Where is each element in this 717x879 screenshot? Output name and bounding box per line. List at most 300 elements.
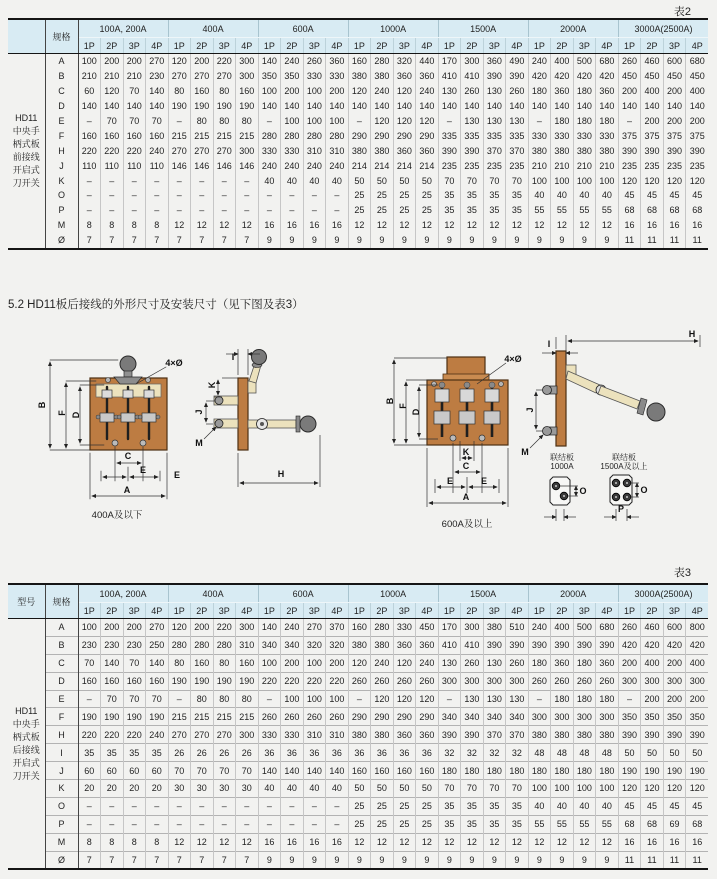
value-cell: 270: [146, 619, 169, 637]
value-cell: –: [168, 114, 191, 129]
value-cell: 340: [461, 708, 484, 726]
value-cell: 140: [281, 99, 304, 114]
value-cell: 45: [618, 797, 641, 815]
dim-label-o: O: [640, 485, 648, 495]
value-cell: 50: [371, 173, 394, 188]
value-cell: 70: [101, 114, 124, 129]
value-cell: 12: [438, 218, 461, 233]
pole-header: 1P: [258, 38, 281, 54]
plate2-title: [600, 453, 647, 471]
value-cell: 390: [573, 636, 596, 654]
value-cell: 360: [393, 636, 416, 654]
value-cell: –: [303, 203, 326, 218]
value-cell: 80: [168, 654, 191, 672]
value-cell: 40: [528, 797, 551, 815]
value-cell: 215: [191, 128, 214, 143]
value-cell: 235: [438, 158, 461, 173]
value-cell: –: [528, 114, 551, 129]
pole-header: 1P: [168, 38, 191, 54]
value-cell: 26: [213, 744, 236, 762]
dim-label-k: K: [462, 447, 470, 457]
value-cell: 180: [573, 84, 596, 99]
pole-header: 1P: [438, 38, 461, 54]
value-cell: 120: [641, 173, 664, 188]
value-cell: 310: [236, 636, 259, 654]
value-cell: 16: [686, 833, 709, 851]
spec-column-header: 规格: [45, 584, 78, 619]
value-cell: 420: [551, 69, 574, 84]
value-cell: 215: [236, 708, 259, 726]
value-cell: 12: [596, 833, 619, 851]
value-cell: 25: [348, 203, 371, 218]
spec-cell: A: [45, 54, 78, 69]
value-cell: 280: [168, 636, 191, 654]
value-cell: 100: [281, 690, 304, 708]
spec-cell: M: [45, 218, 78, 233]
value-cell: 330: [528, 128, 551, 143]
table-row: [8, 780, 708, 798]
value-cell: 40: [596, 797, 619, 815]
value-cell: 390: [461, 726, 484, 744]
value-cell: 100: [528, 780, 551, 798]
value-cell: 12: [551, 218, 574, 233]
value-cell: 35: [506, 203, 529, 218]
value-cell: 48: [551, 744, 574, 762]
value-cell: 25: [371, 815, 394, 833]
value-cell: 110: [146, 158, 169, 173]
value-cell: 9: [393, 851, 416, 869]
value-cell: –: [168, 203, 191, 218]
dim-label-m: M: [195, 438, 203, 448]
value-cell: 360: [326, 54, 349, 69]
holes-note: 4×Ø: [165, 358, 183, 368]
pole-header: 1P: [78, 38, 101, 54]
value-cell: 390: [438, 726, 461, 744]
table-row: [8, 672, 708, 690]
value-cell: 110: [101, 158, 124, 173]
value-cell: 330: [303, 69, 326, 84]
value-cell: 330: [326, 69, 349, 84]
value-cell: 36: [281, 744, 304, 762]
value-cell: 180: [596, 690, 619, 708]
value-cell: 9: [438, 233, 461, 249]
value-cell: 300: [528, 708, 551, 726]
value-cell: 70: [461, 780, 484, 798]
value-cell: 280: [326, 128, 349, 143]
value-cell: 120: [663, 173, 686, 188]
value-cell: 80: [236, 114, 259, 129]
value-cell: 240: [416, 84, 439, 99]
value-cell: 380: [371, 636, 394, 654]
value-cell: 270: [168, 726, 191, 744]
value-cell: 130: [483, 114, 506, 129]
pole-header: 2P: [641, 603, 664, 619]
value-cell: 200: [123, 54, 146, 69]
value-cell: –: [303, 188, 326, 203]
value-cell: 120: [416, 690, 439, 708]
value-cell: 260: [326, 708, 349, 726]
model-label-line: HD11: [15, 112, 38, 123]
value-cell: 120: [393, 654, 416, 672]
value-cell: 50: [641, 744, 664, 762]
value-cell: 200: [618, 654, 641, 672]
value-cell: 300: [461, 54, 484, 69]
value-cell: 214: [416, 158, 439, 173]
value-cell: 9: [371, 851, 394, 869]
value-cell: 300: [236, 143, 259, 158]
value-cell: 12: [236, 218, 259, 233]
value-cell: 12: [596, 218, 619, 233]
value-cell: 12: [573, 833, 596, 851]
spec-cell: D: [45, 672, 78, 690]
value-cell: 190: [213, 99, 236, 114]
value-cell: 180: [551, 114, 574, 129]
pole-header: 4P: [506, 603, 529, 619]
value-cell: 260: [348, 672, 371, 690]
value-cell: 140: [438, 99, 461, 114]
table-row: [8, 636, 708, 654]
value-cell: 55: [551, 815, 574, 833]
value-cell: 270: [191, 69, 214, 84]
table2-tag: 表2: [673, 6, 691, 18]
pole-header: 4P: [146, 38, 169, 54]
value-cell: 50: [393, 173, 416, 188]
value-cell: 35: [483, 203, 506, 218]
table-row: [8, 619, 708, 637]
value-cell: 11: [686, 233, 709, 249]
value-cell: 220: [123, 726, 146, 744]
value-cell: 20: [123, 780, 146, 798]
value-cell: –: [191, 173, 214, 188]
value-cell: 200: [191, 619, 214, 637]
dim-label-f: F: [398, 403, 408, 409]
value-cell: 8: [123, 218, 146, 233]
value-cell: 16: [281, 218, 304, 233]
connector-plate-1500a: [604, 475, 639, 521]
value-cell: 12: [371, 218, 394, 233]
value-cell: 35: [123, 744, 146, 762]
value-cell: 70: [483, 780, 506, 798]
value-cell: 215: [213, 128, 236, 143]
value-cell: 300: [551, 708, 574, 726]
value-cell: 48: [596, 744, 619, 762]
value-cell: 380: [348, 726, 371, 744]
value-cell: 280: [213, 636, 236, 654]
value-cell: –: [78, 173, 101, 188]
value-cell: 450: [641, 69, 664, 84]
value-cell: 40: [303, 173, 326, 188]
value-cell: 100: [326, 114, 349, 129]
pole-header: 3P: [213, 603, 236, 619]
value-cell: 26: [191, 744, 214, 762]
value-cell: 140: [348, 99, 371, 114]
value-cell: 300: [596, 708, 619, 726]
value-cell: 100: [258, 654, 281, 672]
value-cell: 380: [573, 726, 596, 744]
value-cell: 70: [123, 114, 146, 129]
value-cell: 55: [596, 815, 619, 833]
spec-cell: K: [45, 173, 78, 188]
value-cell: 290: [371, 708, 394, 726]
value-cell: 7: [191, 851, 214, 869]
value-cell: 270: [146, 54, 169, 69]
value-cell: 360: [393, 143, 416, 158]
value-cell: 80: [168, 84, 191, 99]
value-cell: 12: [461, 833, 484, 851]
value-cell: 25: [348, 188, 371, 203]
value-cell: 7: [146, 233, 169, 249]
value-cell: 300: [236, 726, 259, 744]
value-cell: 420: [573, 69, 596, 84]
value-cell: 270: [213, 69, 236, 84]
table-row: [8, 99, 708, 114]
value-cell: 160: [101, 128, 124, 143]
value-cell: 50: [348, 173, 371, 188]
value-cell: 70: [123, 654, 146, 672]
value-cell: 7: [213, 233, 236, 249]
value-cell: 310: [303, 726, 326, 744]
value-cell: 260: [618, 54, 641, 69]
value-cell: 9: [393, 233, 416, 249]
value-cell: 800: [686, 619, 709, 637]
value-cell: 180: [573, 762, 596, 780]
value-cell: 390: [663, 143, 686, 158]
value-cell: 16: [281, 833, 304, 851]
value-cell: 390: [641, 143, 664, 158]
value-cell: 16: [641, 833, 664, 851]
spec-cell: E: [45, 690, 78, 708]
value-cell: –: [168, 173, 191, 188]
pole-header: 1P: [258, 603, 281, 619]
pole-header: 3P: [663, 38, 686, 54]
value-cell: 12: [506, 218, 529, 233]
value-cell: 16: [326, 833, 349, 851]
table-row: [8, 173, 708, 188]
value-cell: –: [123, 815, 146, 833]
value-cell: 16: [641, 218, 664, 233]
value-cell: 12: [191, 218, 214, 233]
current-rating-group-header: 1500A: [438, 584, 528, 603]
value-cell: 235: [461, 158, 484, 173]
value-cell: –: [78, 188, 101, 203]
value-cell: 70: [78, 654, 101, 672]
value-cell: 12: [393, 218, 416, 233]
value-cell: 55: [528, 203, 551, 218]
value-cell: 30: [191, 780, 214, 798]
value-cell: 220: [78, 143, 101, 158]
dim-label-a: A: [462, 492, 470, 502]
pole-header: 3P: [663, 603, 686, 619]
value-cell: 9: [461, 233, 484, 249]
value-cell: –: [258, 815, 281, 833]
value-cell: 320: [393, 54, 416, 69]
value-cell: 260: [281, 708, 304, 726]
value-cell: 40: [573, 188, 596, 203]
value-cell: 260: [303, 54, 326, 69]
value-cell: 180: [528, 762, 551, 780]
spec-cell: J: [45, 762, 78, 780]
table-row: [8, 128, 708, 143]
value-cell: 140: [123, 99, 146, 114]
value-cell: 7: [168, 233, 191, 249]
value-cell: 210: [551, 158, 574, 173]
value-cell: 380: [551, 726, 574, 744]
value-cell: 390: [506, 636, 529, 654]
value-cell: 68: [686, 203, 709, 218]
value-cell: 370: [506, 143, 529, 158]
value-cell: 330: [281, 143, 304, 158]
value-cell: –: [213, 797, 236, 815]
value-cell: 55: [596, 203, 619, 218]
value-cell: 146: [191, 158, 214, 173]
value-cell: –: [123, 173, 146, 188]
value-cell: 180: [528, 84, 551, 99]
value-cell: 380: [551, 143, 574, 158]
value-cell: 9: [551, 851, 574, 869]
value-cell: 290: [416, 128, 439, 143]
pole-header: 3P: [123, 603, 146, 619]
pole-header: 2P: [101, 603, 124, 619]
value-cell: 9: [258, 851, 281, 869]
value-cell: 7: [78, 233, 101, 249]
value-cell: 220: [123, 143, 146, 158]
dim-label-i: I: [547, 339, 551, 349]
value-cell: 45: [618, 188, 641, 203]
value-cell: 140: [326, 99, 349, 114]
current-rating-group-header: 3000A(2500A): [618, 584, 708, 603]
dim-label-a: A: [123, 485, 131, 495]
value-cell: 380: [573, 143, 596, 158]
pole-header: 2P: [371, 38, 394, 54]
value-cell: 400: [641, 654, 664, 672]
value-cell: –: [191, 797, 214, 815]
value-cell: 360: [551, 654, 574, 672]
value-cell: 140: [146, 99, 169, 114]
value-cell: 140: [146, 84, 169, 99]
front-view-400a: [50, 356, 167, 499]
value-cell: –: [258, 114, 281, 129]
table2-front-wiring-dimensions: [8, 18, 708, 250]
value-cell: –: [258, 203, 281, 218]
value-cell: 450: [416, 619, 439, 637]
value-cell: 130: [483, 654, 506, 672]
value-cell: 370: [483, 143, 506, 158]
pole-header: 2P: [191, 38, 214, 54]
value-cell: 290: [371, 128, 394, 143]
value-cell: 50: [663, 744, 686, 762]
value-cell: 290: [348, 128, 371, 143]
value-cell: 130: [461, 690, 484, 708]
value-cell: 48: [528, 744, 551, 762]
value-cell: 120: [416, 114, 439, 129]
value-cell: –: [146, 173, 169, 188]
value-cell: 11: [663, 233, 686, 249]
value-cell: 300: [438, 672, 461, 690]
value-cell: 390: [686, 143, 709, 158]
value-cell: 420: [618, 636, 641, 654]
value-cell: 40: [281, 173, 304, 188]
value-cell: 40: [551, 188, 574, 203]
pole-header: 3P: [573, 603, 596, 619]
spec-cell: O: [45, 188, 78, 203]
pole-header: 2P: [461, 603, 484, 619]
value-cell: 120: [101, 84, 124, 99]
dim-label-b: B: [37, 401, 47, 409]
table-row: [8, 218, 708, 233]
value-cell: 35: [461, 815, 484, 833]
value-cell: 300: [686, 672, 709, 690]
value-cell: 12: [168, 218, 191, 233]
value-cell: 25: [371, 188, 394, 203]
value-cell: 200: [123, 619, 146, 637]
table-row: [8, 833, 708, 851]
dim-label-e: E: [480, 476, 488, 486]
value-cell: –: [303, 815, 326, 833]
value-cell: 180: [573, 114, 596, 129]
value-cell: 360: [483, 54, 506, 69]
value-cell: 160: [371, 762, 394, 780]
value-cell: 68: [618, 203, 641, 218]
value-cell: 110: [123, 158, 146, 173]
pole-header: 4P: [326, 603, 349, 619]
value-cell: 180: [596, 114, 619, 129]
technical-drawing: [0, 327, 717, 567]
value-cell: 70: [191, 762, 214, 780]
value-cell: 55: [528, 815, 551, 833]
value-cell: 200: [618, 84, 641, 99]
dim-label-j: J: [525, 407, 535, 413]
value-cell: 214: [348, 158, 371, 173]
spec-cell: E: [45, 114, 78, 129]
side-view-400a: [204, 349, 320, 487]
value-cell: 375: [641, 128, 664, 143]
value-cell: 7: [78, 851, 101, 869]
value-cell: 12: [461, 218, 484, 233]
value-cell: 190: [213, 672, 236, 690]
value-cell: 130: [506, 114, 529, 129]
value-cell: 100: [596, 173, 619, 188]
value-cell: 12: [483, 833, 506, 851]
value-cell: 120: [663, 780, 686, 798]
value-cell: 220: [303, 672, 326, 690]
value-cell: 340: [281, 636, 304, 654]
value-cell: –: [236, 203, 259, 218]
value-cell: 360: [393, 69, 416, 84]
value-cell: 140: [371, 99, 394, 114]
table-row: [8, 690, 708, 708]
value-cell: –: [236, 173, 259, 188]
value-cell: 270: [191, 726, 214, 744]
pole-header: 2P: [461, 38, 484, 54]
value-cell: 9: [461, 851, 484, 869]
value-cell: 180: [573, 690, 596, 708]
value-cell: 25: [393, 203, 416, 218]
value-cell: 340: [258, 636, 281, 654]
value-cell: 8: [146, 218, 169, 233]
value-cell: 260: [461, 84, 484, 99]
value-cell: –: [78, 203, 101, 218]
value-cell: 310: [326, 143, 349, 158]
spec-cell: C: [45, 654, 78, 672]
value-cell: 300: [641, 672, 664, 690]
value-cell: 9: [348, 851, 371, 869]
pole-header: 1P: [168, 603, 191, 619]
value-cell: 9: [483, 851, 506, 869]
value-cell: –: [78, 114, 101, 129]
value-cell: 26: [236, 744, 259, 762]
value-cell: 450: [618, 69, 641, 84]
value-cell: –: [258, 797, 281, 815]
